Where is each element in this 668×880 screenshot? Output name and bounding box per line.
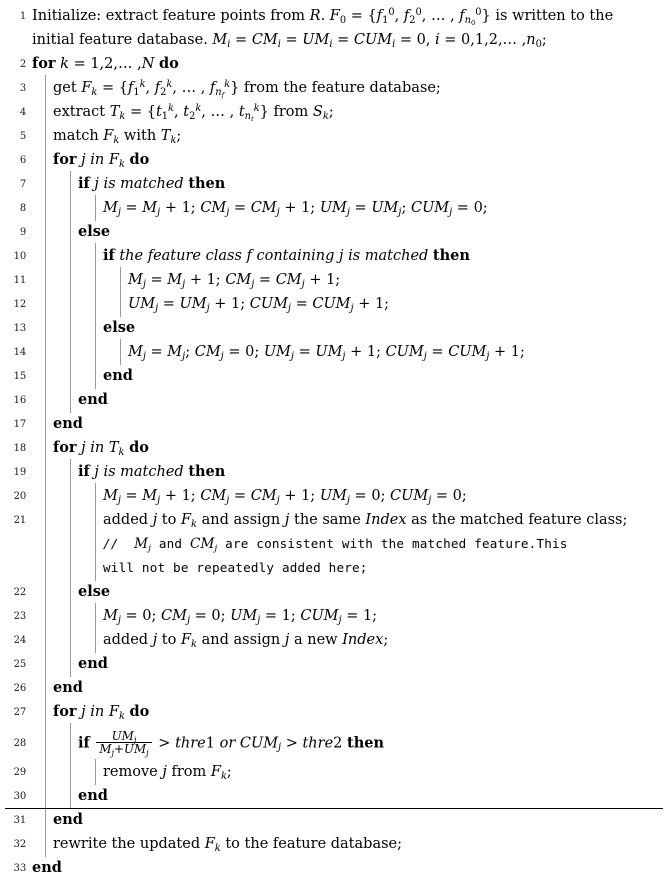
line-text: remove j from $F_k$; [103,763,232,782]
line-body [26,100,668,124]
line-number: 30 [13,790,26,802]
line-number: 5 [19,131,26,142]
line-number: 14 [13,347,26,358]
line-text: get $F_k = \{f_1^k$, $f_2^k$, … , $f_{n_f}^k$} from the feature database; [53,78,441,99]
algorithm-line [0,676,668,700]
line-text: end [53,810,83,828]
algorithm-line [0,832,668,856]
line-number: 29 [13,766,26,778]
algorithm-line [0,436,668,460]
line-number: 7 [19,179,26,190]
algorithm-line [0,460,668,484]
line-text: extract $T_k = \{t_1^k$, $t_2^k$, … , $t_{n_t}^k$} from $S_k$; [53,102,334,123]
line-text: for k = 1,2,… ,N do [32,55,179,72]
line-number: 6 [19,155,26,166]
algorithm-line [0,652,668,676]
line-body [26,580,668,604]
algorithm-line [0,604,668,628]
line-number: 16 [13,395,26,406]
line-text: end [103,367,133,384]
line-text: else [103,319,136,336]
line-body [26,196,668,220]
line-number: 8 [19,203,26,214]
line-text: end [53,679,83,696]
line-number: 1 [19,11,26,22]
algorithm-line [0,52,668,76]
line-text: added j to $F_k$ and assign j the same Index as the matched feature class; [103,512,628,530]
algorithm-line [0,28,668,52]
line-body [26,340,668,364]
line-comment-text: will not be repeatedly added here; [103,560,368,575]
line-number: 19 [13,467,26,478]
line-text: $M_j = 0$; $CM_j = 0$; $UM_j = 1$; $CUM_j = 1$; [103,608,378,626]
algorithm-line [0,532,668,556]
algorithm-line [0,292,668,316]
line-text: end [78,391,108,408]
line-number: 10 [13,251,26,262]
line-body [26,388,668,412]
line-body [26,856,668,880]
line-number: 15 [13,371,26,382]
algorithm-line [0,4,668,28]
line-number: 23 [13,611,26,622]
algorithm-line [0,196,668,220]
algorithm-line [0,628,668,652]
line-text: match $F_k$ with $T_k$; [53,128,182,146]
line-number: 31 [13,814,26,826]
line-body [26,364,668,388]
line-text: $UM_j = UM_j + 1$; $CUM_j = CUM_j + 1$; [128,296,390,314]
algorithm-line [0,220,668,244]
line-body [26,760,668,784]
line-text: $M_j = M_j$; $CM_j = 0$; $UM_j = UM_j + 1$; $CUM_j = CUM_j + 1$; [128,344,525,362]
algorithm-line [0,316,668,340]
line-number: 3 [19,83,26,94]
line-body [26,268,668,292]
line-number: 12 [13,299,26,310]
algorithm-line [0,760,668,784]
line-number: 24 [13,635,26,646]
line-number: 21 [13,515,26,526]
line-text: rewrite the updated $F_k$ to the feature database; [53,835,402,854]
line-body [26,412,668,436]
algorithm-line [0,508,668,532]
line-text: Initialize: extract feature points from R. $F_0 = \{f_1^0$, $f_2^0$, … , $f_{n_0}^0$} is written to the [32,6,614,27]
line-body [26,700,668,724]
line-body [26,292,668,316]
line-text: for j in $T_k$ do [53,439,149,458]
line-text: end [78,786,108,804]
line-number: 32 [13,838,26,850]
algorithm-line [0,340,668,364]
line-number: 33 [13,862,26,874]
algorithm-line [0,484,668,508]
line-number: 4 [19,107,26,118]
line-body [26,484,668,508]
line-number: 25 [13,659,26,670]
line-text: if the feature class f containing j is matched then [103,247,470,264]
algorithm-line [0,700,668,724]
line-body [26,76,668,100]
algorithm-line [0,100,668,124]
line-text: else [78,583,111,600]
algorithm-line [0,724,668,760]
line-number: 18 [13,443,26,454]
line-number: 2 [19,59,26,70]
line-number: 26 [13,683,26,694]
line-text: if $\frac{UM_j}{M_j+UM_j}$ > thre1 or $CUM_j$ > thre2 then [78,729,385,758]
line-body [26,124,668,148]
line-body [26,220,668,244]
line-body [26,676,668,700]
algorithm-line [0,556,668,580]
line-body [26,52,668,76]
line-number: 9 [19,227,26,238]
line-text: for j in $F_k$ do [53,151,150,170]
line-text: end [78,655,108,672]
line-body [26,532,668,556]
line-text: if j is matched then [78,463,226,480]
line-text: $M_j = M_j + 1$; $CM_j = CM_j + 1$; [128,272,341,290]
line-comment-text: // $M_j$ and $CM_j$ are consistent with the matched feature.This [103,536,568,554]
line-text: added j to $F_k$ and assign j a new Index; [103,632,389,650]
line-number: 28 [13,738,26,749]
line-body [26,172,668,196]
line-body [26,832,668,856]
line-text: for j in $F_k$ do [53,703,150,722]
line-body [26,244,668,268]
line-text: else [78,223,111,240]
algorithm-line [0,76,668,100]
fraction: $\frac{UM_j}{M_j+UM_j}$ [96,730,151,756]
line-text: $M_j = M_j + 1$; $CM_j = CM_j + 1$; $UM_j = UM_j$; $CUM_j = 0$; [103,200,488,218]
line-body [26,508,668,532]
line-body [26,784,668,808]
line-number: 13 [13,323,26,334]
line-body [26,148,668,172]
line-number: 27 [13,707,26,718]
line-body [26,28,668,52]
algorithm-line [0,172,668,196]
line-body [26,316,668,340]
algorithm-line [0,412,668,436]
line-text: if j is matched then [78,175,226,192]
line-body [26,628,668,652]
line-text: end [53,415,83,432]
line-text: initial feature database. $M_i = CM_i = UM_i = CUM_i = 0$, i = 0,1,2,… $,n_0$; [32,32,547,50]
algorithm-line [0,268,668,292]
algorithm-line [0,856,668,880]
algorithm-line [0,124,668,148]
line-body [26,4,668,28]
algorithm-line [0,580,668,604]
algorithm-line [0,148,668,172]
line-number: 22 [13,587,26,598]
line-body [26,724,668,760]
line-number: 11 [13,275,26,286]
algorithm-line [0,388,668,412]
algorithm-bottom-rule [5,808,663,809]
line-number: 20 [13,491,26,502]
algorithm-line [0,364,668,388]
line-number: 17 [13,419,26,430]
algorithm-line [0,244,668,268]
line-body [26,436,668,460]
line-body [26,556,668,580]
line-body [26,652,668,676]
line-text: $M_j = M_j + 1$; $CM_j = CM_j + 1$; $UM_j = 0$; $CUM_j = 0$; [103,488,467,506]
algorithm-line [0,784,668,808]
line-text: end [32,858,62,876]
line-body [26,460,668,484]
line-body [26,604,668,628]
